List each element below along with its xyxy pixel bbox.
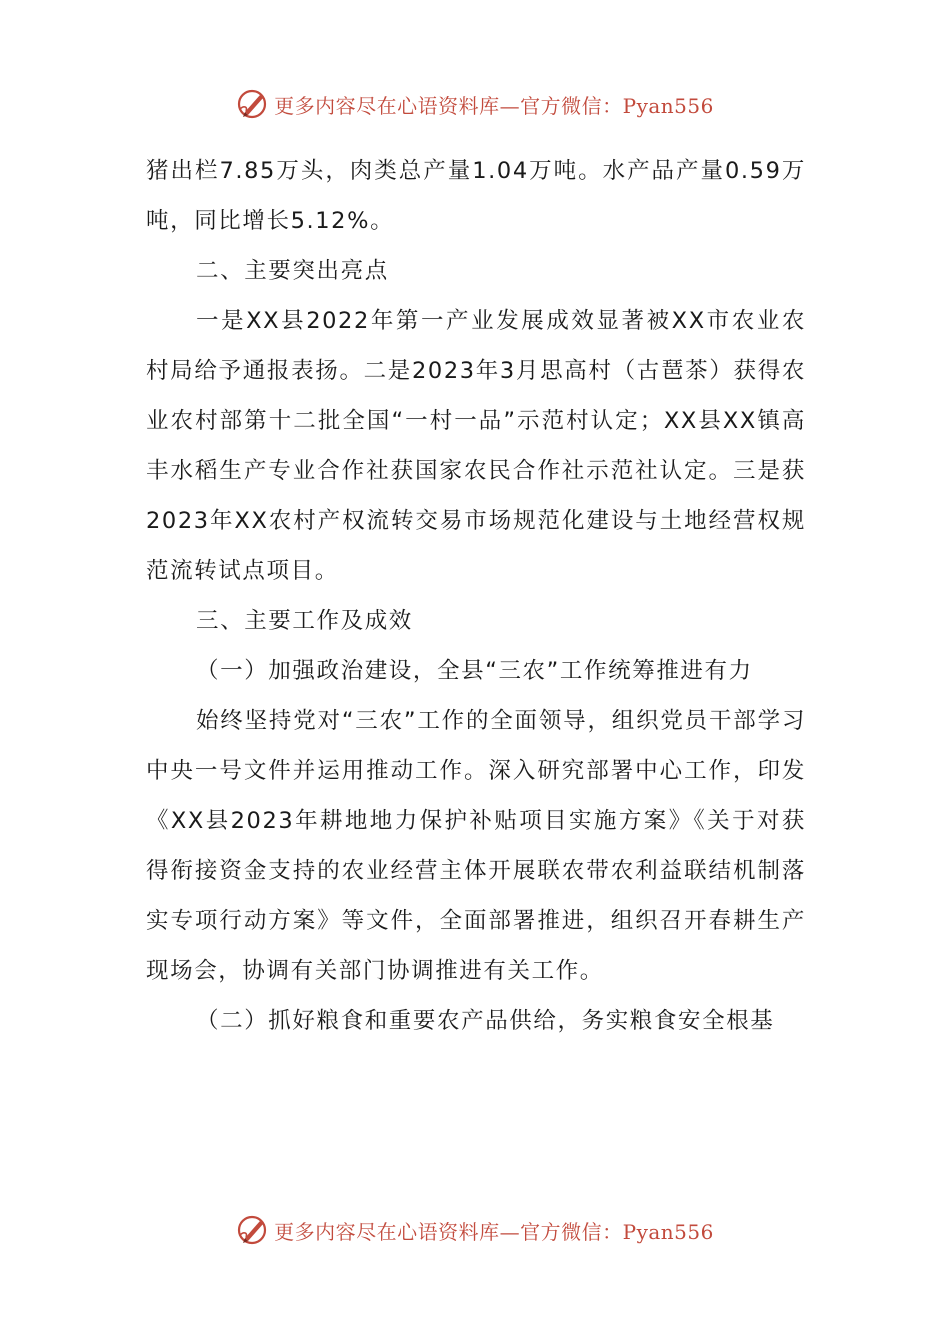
paragraph-livestock-output: 猪出栏7.85万头，肉类总产量1.04万吨。水产品产量0.59万吨，同比增长5.12%。 <box>146 158 806 234</box>
subsection-heading-political: （一）加强政治建设，全县“三农”工作统筹推进有力 <box>196 658 753 684</box>
document-body <box>146 146 806 1046</box>
footer-watermark <box>0 1210 950 1250</box>
section-heading-highlights: 二、主要突出亮点 <box>196 258 389 284</box>
subsection-heading-grain: （二）抓好粮食和重要农产品供给，务实粮食安全根基 <box>196 1008 775 1034</box>
header-watermark <box>0 84 950 124</box>
watermark-text: 更多内容尽在心语资料库—官方微信：Pyan556 <box>274 93 714 118</box>
paragraph-political: 始终坚持党对“三农”工作的全面领导，组织党员干部学习中央一号文件并运用推动工作。深入研究部署中心工作，印发《XX县2023年耕地地力保护补贴项目实施方案》《关于对获得衔接资金支持的农业经营主体开展联农带农利益联结机制落实专项行动方案》等文件，全面部署推进，组织召开春耕生产现场会，协调有关部门协调推进有关工作。 <box>146 708 806 984</box>
pen-logo-icon <box>236 1213 270 1247</box>
pen-logo-icon <box>236 87 270 121</box>
paragraph-highlights: 一是XX县2022年第一产业发展成效显著被XX市农业农村局给予通报表扬。二是2023年3月思高村（古琶茶）获得农业农村部第十二批全国“一村一品”示范村认定；XX县XX镇高丰水稻生产专业合作社获国家农民合作社示范社认定。三是获2023年XX农村产权流转交易市场规范化建设与土地经营权规范流转试点项目。 <box>146 308 806 584</box>
section-heading-work: 三、主要工作及成效 <box>196 608 413 634</box>
watermark-text: 更多内容尽在心语资料库—官方微信：Pyan556 <box>274 1219 714 1244</box>
